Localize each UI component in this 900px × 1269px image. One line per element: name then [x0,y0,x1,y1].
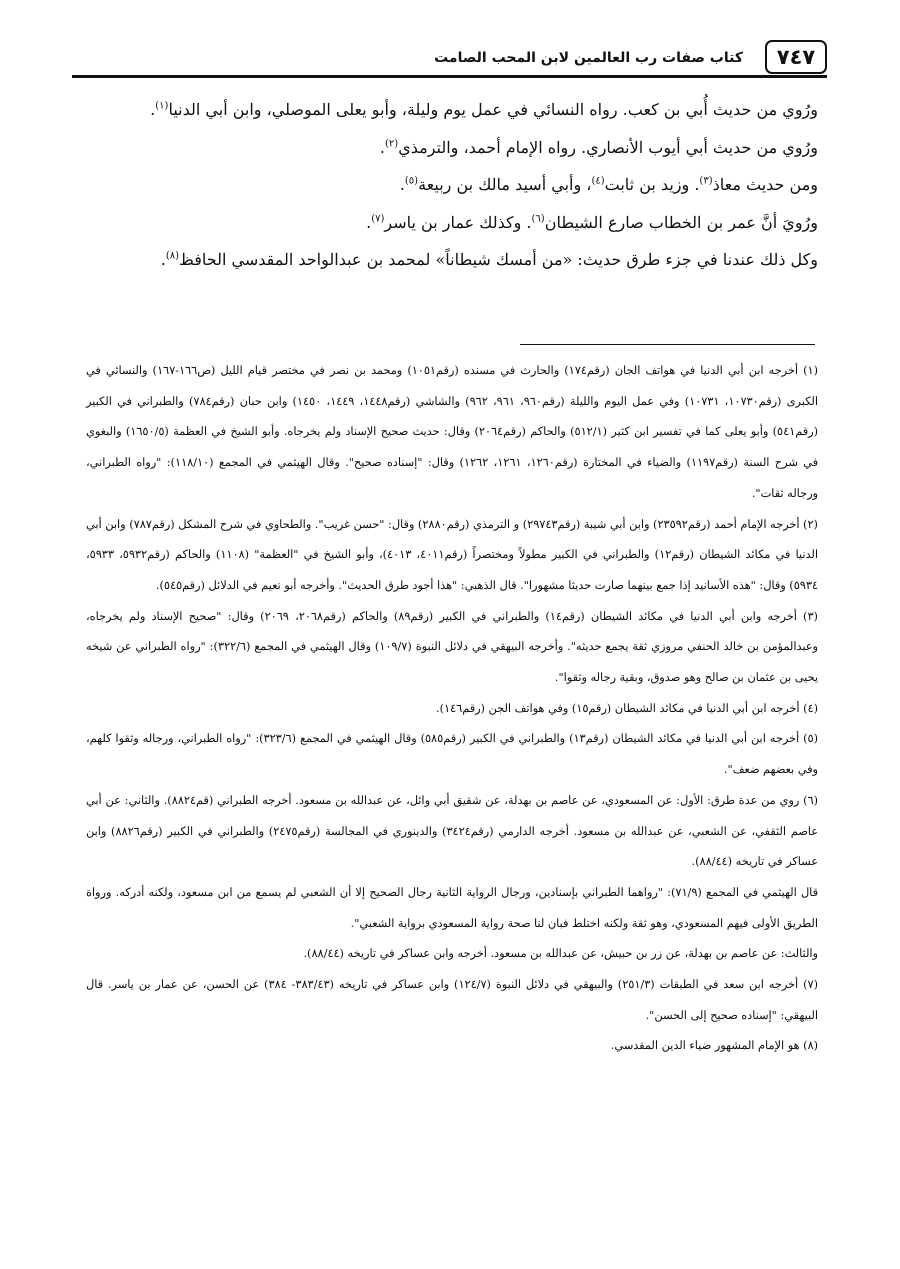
footnote-ref: (٥) [404,175,419,187]
footnote-1: (١) أخرجه ابن أبي الدنيا في هواتف الجان (رقم١٧٤) والحارث في مسنده (رقم١٠٥١) ومحمد بن نصر في مختصر قيام الليل (ص١٦٦-١٦٧) والنسائي في الكبرى (رقم١٠٧٣٠، ١٠٧٣١) وفي عمل اليوم والليلة (رقم٩٦٠، ٩٦١، ٩٦٢) والشاشي (رقم١٤٤٨، ١٤٤٩، ١٤٥٠) وابن حبان (رقم٧٨٤) والطبراني في الكبير (رقم٥٤١) وأبو يعلى كما في تفسير ابن كثير (٥١٢/١) والحاكم (رقم٢٠٦٤) وقال: حديث صحيح الإسناد ولم يخرجاه. وأبو الشيخ في العظمة (١٦٥٠/٥) والبغوي في شرح السنة (رقم١١٩٧) والضياء في المختارة (رقم١٢٦٠، ١٢٦١، ١٢٦٢) وقال: "إسناده صحيح". وقال الهيثمي في المجمع (١١٨/١٠): "رواه الطبراني، ورجاله ثقات". [86,364,818,500]
main-paragraph: ورُويَ أنَّ عمر بن الخطاب صارع الشيطان$^{(٦)}$. وكذلك عمار بن ياسر$^{(٧)}$. [366,212,818,232]
footnote-separator [520,344,815,345]
page-number: ٧٤٧ [765,40,827,74]
footnote-5: (٥) أخرجه ابن أبي الدنيا في مكائد الشيطان (رقم١٣) والطبراني في الكبير (رقم٥٨٥) وقال الهيثمي في المجمع (٣٢٣/٦): "رواه الطبراني، ورجاله وثقوا كلهم، وفي بعضهم ضعف". [86,732,819,777]
footnote-7: (٧) أخرجه ابن سعد في الطبقات (٢٥١/٣) والبيهقي في دلائل النبوة (١٢٤/٧) وابن عساكر في تاريخه (٣٨٣/٤٣- ٣٨٤) عن الحسن، عن عمار بن ياسر. قال البيهقي: "إسناده صحيح إلى الحسن". [86,978,818,1022]
footnote-ref: (٢) [385,138,399,150]
footnote-ref: (٧) [371,213,385,225]
main-paragraph: وكل ذلك عندنا في جزء طرق حديث: «من أمسك شيطاناً» لمحمد بن عبدالواحد المقدسي الحافظ$^{(٨)}$. [160,250,818,269]
footnote-ref: (٦) [531,213,545,225]
header-rule [72,75,827,78]
page-header [72,38,827,78]
footnote-ref: (٨) [165,250,180,262]
footnote-2: (٢) أخرجه الإمام أحمد (رقم٢٣٥٩٢) وابن أبي شيبة (رقم٢٩٧٤٣) و الترمذي (رقم٢٨٨٠) وقال: "حسن غريب". والطحاوي في شرح المشكل (رقم٧٨٧) وابن أبي الدنيا في مكائد الشيطان (رقم١٢) والطبراني في الكبير مطولاً ومختصراً (رقم٤٠١١، ٤٠١٣)، وأبو الشيخ في "العظمة" (١١٠٨) والحاكم (رقم٥٩٣٢، ٥٩٣٣، ٥٩٣٤) وقال: "هذه الأسانيد إذا جمع بينهما صارت حديثا مشهورا". قال الذهبي: "هذا أجود طرق الحديث". وأخرجه أبو نعيم في الدلائل (رقم٥٤٥). [86,517,818,592]
main-paragraph: ومن حديث معاذ$^{(٣)}$. وزيد بن ثابت$^{(٤)}$، وأبي أسيد مالك بن ربيعة$^{(٥)}$. [399,175,818,194]
footnote-6: (٦) روي من عدة طرق: الأول: عن المسعودي، عن عاصم بن بهدلة، عن شقيق أبي وائل، عن عبدالله بن مسعود. أخرجه الطبراني (قم٨٨٢٤). والثاني: عن أبي عاصم الثقفي، عن الشعبي، عن عبدالله بن مسعود. أخرجه الدارمي (رقم٣٤٢٤) والدينوري في المجالسة (رقم٢٤٧٥) والطبراني في الكبير (رقم٨٨٢٦) وابن عساكر في تاريخه (٨٨/٤٤). [86,793,818,869]
footnote-8: (٨) هو الإمام المشهور ضياء الدين المقدسي. [610,1039,818,1053]
footnote-6-continued: قال الهيثمي في المجمع (٧١/٩): "رواهما الطبراني بإسنادين، ورجال الرواية الثانية رجال الصحيح إلا أن الشعبي لم يسمع من ابن مسعود، ولكنه أدركه. ورواة الطريق الأولى فيهم المسعودي، وهو ثقة ولكنه اختلط فبان لنا صحة رواية المسعودي برواية الشعبي". [86,885,818,930]
main-paragraph: ورُوي من حديث أُبي بن كعب. رواه النسائي في عمل يوم وليلة، وأبو يعلى الموصلي، وابن أبي الدنيا$^{(١)}$. [150,100,818,119]
footnote-4: (٤) أخرجه ابن أبي الدنيا في مكائد الشيطان (رقم١٥) وفي هواتف الجن (رقم١٤٦). [435,701,818,715]
footnotes [86,356,818,1062]
footnote-ref: (٣) [699,175,713,187]
footnote-ref: (٤) [591,175,605,187]
book-title: كتاب صفات رب العالمين لابن المحب الصامت [434,50,743,66]
main-text [90,91,818,279]
footnote-6-third-path: والثالث: عن عاصم بن بهدلة، عن زر بن حبيش، عن عبدالله بن مسعود. أخرجه وابن عساكر في تاريخه (٨٨/٤٤). [303,947,818,961]
main-paragraph: ورُوي من حديث أبي أيوب الأنصاري. رواه الإمام أحمد، والترمذي$^{(٢)}$. [379,137,818,157]
footnote-3: (٣) أخرجه وابن أبي الدنيا في مكائد الشيطان (رقم١٤) والطبراني في الكبير (رقم٨٩) والحاكم (رقم٢٠٦٨، ٢٠٦٩) وقال: "صحيح الإسناد ولم يخرجاه، وعبدالمؤمن بن خالد الحنفي مروزي ثقة يجمع حديثه". وأخرجه البيهقي في دلائل النبوة (١٠٩/٧) وقال الهيثمي في المجمع (٣٢٢/٦): "رواه الطبراني عن شيخه يحيى بن عثمان بن صالح وهو صدوق، وبقية رجاله وثقوا". [86,609,818,685]
footnote-ref: (١) [155,100,169,112]
